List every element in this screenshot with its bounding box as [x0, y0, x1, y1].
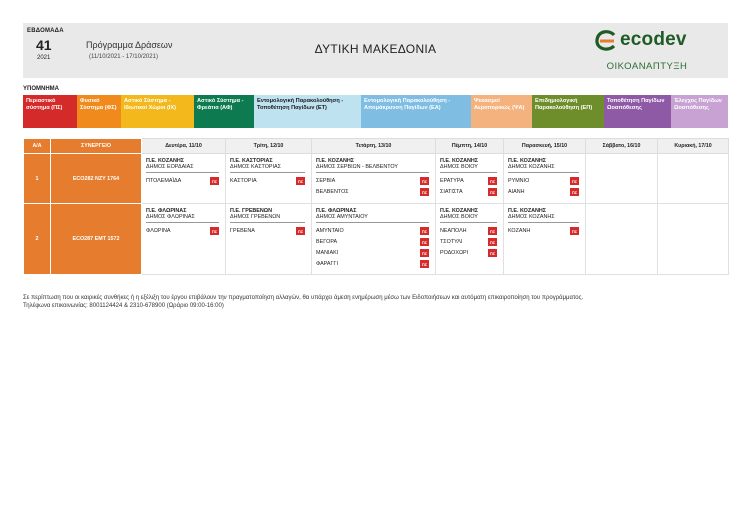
row-number: 2 [24, 204, 51, 275]
day-cell [658, 204, 729, 275]
location-entry [316, 237, 429, 248]
location-name: ΤΣΟΤΥΛΙ [440, 239, 463, 246]
location-name: ΜΑΝΙΑΚΙ [316, 250, 339, 257]
logo-wordmark: ecodev [620, 29, 687, 50]
system-tag: ΠΣ [489, 189, 496, 195]
municipality-label: ΔΗΜΟΣ ΑΜΥΝΤΑΙΟΥ [316, 214, 429, 222]
location-entry [316, 259, 429, 270]
location-entry [440, 237, 497, 248]
system-tag: ΠΣ [421, 261, 428, 267]
prefecture-label: Π.Ε. ΦΛΩΡΙΝΑΣ [316, 208, 357, 214]
location-name: ΦΛΩΡΙΝΑ [146, 228, 171, 235]
table-row [24, 154, 729, 204]
location-name: ΠΤΟΛΕΜΑΪΔΑ [146, 178, 182, 185]
legend-item: Φυσικό Σύστημα (ΦΣ) [77, 95, 121, 128]
location-name: ΕΡΑΤΥΡΑ [440, 178, 464, 185]
day-header: Τρίτη, 12/10 [226, 139, 312, 154]
legend-item: Αστικό Σύστημα - Ιδιωτικοί Χώροι (ΙΧ) [121, 95, 194, 128]
system-tag: ΠΣ [571, 228, 578, 234]
col-aa-header: Α/Α [24, 139, 51, 154]
location-name: ΚΟΖΑΝΗ [508, 228, 531, 235]
municipality-label: ΔΗΜΟΣ ΓΡΕΒΕΝΩΝ [230, 214, 305, 222]
location-entry [508, 176, 579, 187]
ecodev-logo [592, 28, 702, 72]
system-tag: ΠΣ [421, 228, 428, 234]
day-header: Δευτέρα, 11/10 [142, 139, 226, 154]
location-entry [440, 226, 497, 237]
prefecture-label: Π.Ε. ΚΟΖΑΝΗΣ [508, 208, 547, 214]
location-name: ΡΟΔΟΧΩΡΙ [440, 250, 469, 257]
location-name: ΣΙΑΤΙΣΤΑ [440, 189, 463, 196]
prefecture-label: Π.Ε. ΦΛΩΡΙΝΑΣ [146, 208, 187, 214]
system-tag: ΠΣ [211, 228, 218, 234]
legend-item: Εντομολογική Παρακολούθηση - Απομάκρυνση Παγίδων (ΕΑ) [361, 95, 471, 128]
system-tag: ΠΣ [421, 239, 428, 245]
day-header: Κυριακή, 17/10 [658, 139, 729, 154]
col-synergeio-header: ΣΥΝΕΡΓΕΙΟ [51, 139, 142, 154]
footer-line-2: Τηλέφωνα επικοινωνίας: 8001124424 & 2310-678900 (Ωράριο 09:00-16:00) [23, 302, 224, 309]
row-number: 1 [24, 154, 51, 204]
location-entry [146, 176, 219, 187]
day-header: Τετάρτη, 13/10 [312, 139, 436, 154]
location-entry [230, 226, 305, 237]
footer-note [23, 295, 583, 311]
day-cell [586, 154, 658, 204]
table-row [24, 204, 729, 275]
ecodev-logo-mark-icon [594, 30, 618, 52]
schedule-table [23, 138, 729, 275]
legend-item: Τοποθέτηση Παγίδων Ωοαπόθεσης [604, 95, 671, 128]
location-entry [508, 187, 579, 198]
legend-item: Επιδημιολογική Παρακολούθηση (ΕΠ) [532, 95, 604, 128]
legend-item: Αστικό Σύστημα - Φρεάτια (ΑΦ) [194, 95, 254, 128]
system-tag: ΠΣ [297, 228, 304, 234]
prefecture-label: Π.Ε. ΚΑΣΤΟΡΙΑΣ [230, 158, 273, 164]
municipality-label: ΔΗΜΟΣ ΚΟΖΑΝΗΣ [508, 164, 579, 172]
municipality-label: ΔΗΜΟΣ ΕΟΡΔΑΙΑΣ [146, 164, 219, 172]
day-cell [312, 154, 436, 204]
day-header: Παρασκευή, 15/10 [504, 139, 586, 154]
day-cell [436, 154, 504, 204]
location-name: ΣΕΡΒΙΑ [316, 178, 336, 185]
location-entry [316, 187, 429, 198]
day-cell [586, 204, 658, 275]
location-entry [316, 226, 429, 237]
location-entry [316, 248, 429, 259]
day-header: Πέμπτη, 14/10 [436, 139, 504, 154]
location-name: ΓΡΕΒΕΝΑ [230, 228, 255, 235]
system-tag: ΠΣ [489, 228, 496, 234]
logo-subtitle: ΟΙΚΟΑΝΑΠΤΥΞΗ [606, 61, 688, 72]
synergeio-code: ECO282 NZY 1764 [51, 154, 142, 204]
day-cell [226, 154, 312, 204]
week-year: 2021 [37, 55, 51, 61]
header-banner [23, 23, 728, 78]
location-name: ΒΕΓΟΡΑ [316, 239, 338, 246]
municipality-label: ΔΗΜΟΣ ΚΟΖΑΝΗΣ [508, 214, 579, 222]
footer-line-1: Σε περίπτωση που οι καιρικές συνθήκες ή η εξέλιξη του έργου επιβάλουν την πραγματοποίηση αλλαγών, θα υπάρχει άμεση ενημέρωση μέσω των Ειδοποιήσεων και αυτόματη επικαιροποίηση του προγράμματος. [23, 295, 584, 301]
location-name: ΡΥΜΝΙΟ [508, 178, 530, 185]
legend-item: Έλεγχος Παγίδων Ωοαπόθεσης [671, 95, 728, 128]
system-tag: ΠΣ [489, 239, 496, 245]
prefecture-label: Π.Ε. ΚΟΖΑΝΗΣ [508, 158, 547, 164]
week-label: ΕΒΔΟΜΑΔΑ [27, 28, 64, 34]
system-tag: ΠΣ [421, 189, 428, 195]
prefecture-label: Π.Ε. ΚΟΖΑΝΗΣ [440, 208, 479, 214]
system-tag: ΠΣ [571, 178, 578, 184]
municipality-label: ΔΗΜΟΣ ΒΟΙΟΥ [440, 214, 497, 222]
location-name: ΑΙΑΝΗ [508, 189, 525, 196]
system-tag: ΠΣ [297, 178, 304, 184]
location-name: ΑΜΥΝΤΑΙΟ [316, 228, 344, 235]
legend-item: Περιαστικό σύστημα (ΠΣ) [23, 95, 77, 128]
day-cell [142, 204, 226, 275]
day-header: Σάββατο, 16/10 [586, 139, 658, 154]
day-cell [312, 204, 436, 275]
synergeio-code: ECO287 EMT 1572 [51, 204, 142, 275]
day-cell [436, 204, 504, 275]
prefecture-label: Π.Ε. ΚΟΖΑΝΗΣ [440, 158, 479, 164]
day-cell [658, 154, 729, 204]
legend-item: Εντομολογική Παρακολούθηση - Τοποθέτηση Παγίδων (ΕΤ) [254, 95, 361, 128]
location-entry [146, 226, 219, 237]
location-name: ΒΕΛΒΕΝΤΟΣ [316, 189, 349, 196]
legend [23, 95, 728, 128]
program-dates: (11/10/2021 - 17/10/2021) [89, 54, 158, 60]
municipality-label: ΔΗΜΟΣ ΦΛΩΡΙΝΑΣ [146, 214, 219, 222]
system-tag: ΠΣ [421, 178, 428, 184]
location-entry [230, 176, 305, 187]
system-tag: ΠΣ [421, 250, 428, 256]
municipality-label: ΔΗΜΟΣ ΒΟΙΟΥ [440, 164, 497, 172]
system-tag: ΠΣ [211, 178, 218, 184]
location-entry [440, 248, 497, 259]
location-entry [440, 176, 497, 187]
day-cell [226, 204, 312, 275]
system-tag: ΠΣ [489, 178, 496, 184]
municipality-label: ΔΗΜΟΣ ΣΕΡΒΙΩΝ - ΒΕΛΒΕΝΤΟΥ [316, 164, 429, 172]
location-entry [508, 226, 579, 237]
location-name: ΦΑΡΑΓΓΙ [316, 261, 338, 268]
legend-title: ΥΠΟΜΝΗΜΑ [23, 86, 59, 92]
prefecture-label: Π.Ε. ΚΟΖΑΝΗΣ [146, 158, 185, 164]
system-tag: ΠΣ [489, 250, 496, 256]
program-title: Πρόγραμμα Δράσεων [86, 40, 173, 50]
prefecture-label: Π.Ε. ΓΡΕΒΕΝΩΝ [230, 208, 273, 214]
prefecture-label: Π.Ε. ΚΟΖΑΝΗΣ [316, 158, 355, 164]
region-title: ΔΥΤΙΚΗ ΜΑΚΕΔΟΝΙΑ [314, 42, 437, 56]
day-cell [504, 154, 586, 204]
system-tag: ΠΣ [571, 189, 578, 195]
week-number: 41 [36, 37, 52, 53]
municipality-label: ΔΗΜΟΣ ΚΑΣΤΟΡΙΑΣ [230, 164, 305, 172]
table-header-row [24, 139, 729, 154]
location-name: ΝΕΑΠΟΛΗ [440, 228, 467, 235]
location-entry [316, 176, 429, 187]
legend-item: Ψεκασμοί Αεροπορικώς (ΨΑ) [471, 95, 532, 128]
location-name: ΚΑΣΤΟΡΙΑ [230, 178, 257, 185]
day-cell [142, 154, 226, 204]
location-entry [440, 187, 497, 198]
day-cell [504, 204, 586, 275]
